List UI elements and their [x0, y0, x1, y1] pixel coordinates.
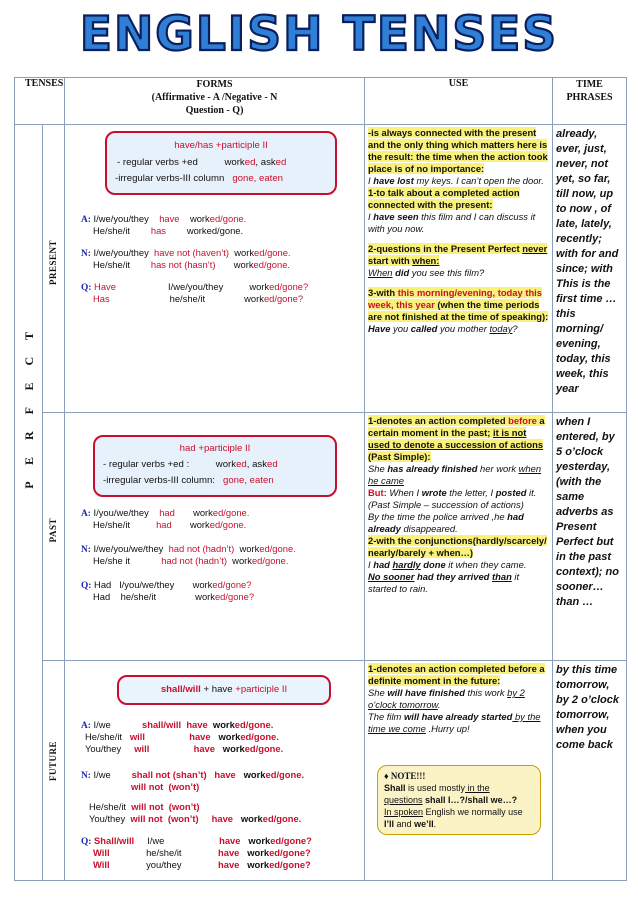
- present-q-1: Q: Have I/we/you/they worked/gone?: [81, 281, 309, 293]
- present-use-ex2: I have seen this film and I can discuss it with you now.: [368, 211, 536, 234]
- past-use: [365, 413, 553, 661]
- page-title: ENGLISH TENSES: [79, 7, 559, 62]
- page-title-banner: [0, 4, 638, 62]
- row-future-perfect: [15, 661, 627, 881]
- present-neg-2: He/she/it has not (hasn’t) worked/gone.: [93, 259, 291, 270]
- past-neg-1: N: I/we/you/we/they had not (hadn’t) worked/gone.: [81, 543, 296, 555]
- past-use-1: 1-denotes an action completed before a certain moment in the past; it is not used to denote a succession of actions (Past Simple):: [368, 415, 545, 462]
- note-line4: I’ll and we’ll.: [384, 819, 437, 829]
- present-neg-1: N: I/we/you/they have not (haven’t) worked/gone.: [81, 247, 291, 259]
- present-time-phrases: already, ever, just, never, not yet, so far, till now, up to now , of late, lately, recently; with for and since; with This is the first time … this morning/ evening, today, this week, this year: [553, 125, 627, 413]
- present-q-2: Has he/she/it worked/gone?: [93, 293, 304, 304]
- future-use-1: 1-denotes an action completed before a definite moment in the future:: [368, 663, 545, 686]
- future-aff-1: A: I/we shall/will have worked/gone.: [81, 719, 274, 731]
- past-use-but: But: When I wrote the letter, I posted it.(Past Simple – succession of actions): [368, 487, 537, 510]
- past-formula-box: [93, 435, 337, 497]
- present-use-ex4: Have you called you mother today?: [368, 323, 518, 334]
- future-q-3: Will you/they have worked/gone?: [93, 859, 311, 870]
- header-forms-title: FORMS: [196, 79, 233, 90]
- past-use-ex2: By the time the police arrived ,he had already disappeared.: [368, 511, 524, 534]
- future-use-ex1: She will have finished this work by 2 o’clock tomorrow.: [368, 687, 525, 710]
- past-irregular: -irregular verbs-III column: gone, eaten: [103, 475, 274, 486]
- future-q-2: Will he/she/it have worked/gone?: [93, 847, 311, 858]
- past-use-ex3: I had hardly done it when they came.: [368, 559, 527, 570]
- future-neg-1b: will not (won’t): [131, 781, 200, 792]
- present-use-1: -is always connected with the present and the only thing which matters here is the result: the time when the action took place is of no importance:: [368, 127, 548, 174]
- future-q-1: Q: Shall/will I/we have worked/gone?: [81, 835, 312, 847]
- header-row: [15, 78, 627, 125]
- past-neg-2: He/she it had not (hadn’t) worked/gone.: [93, 555, 289, 566]
- page-title-graphic: [0, 4, 638, 62]
- past-use-ex4: No sooner had they arrived than it started to rain.: [368, 571, 520, 594]
- header-tenses: TENSES: [15, 78, 65, 125]
- present-formula: have/has +participle II: [174, 140, 268, 151]
- header-forms: [65, 78, 365, 125]
- future-neg-1: N: I/we shall not (shan’t) have worked/gone.: [81, 769, 305, 781]
- future-formula: shall/will + have +participle II: [160, 684, 288, 695]
- past-formula: had +participle II: [179, 443, 251, 454]
- future-aff-2: He/she/it will have worked/gone.: [85, 731, 279, 742]
- future-forms: [65, 661, 365, 881]
- future-use: [365, 661, 553, 881]
- present-use: [365, 125, 553, 413]
- row-past-perfect: [15, 413, 627, 661]
- past-forms: [65, 413, 365, 661]
- note-title: ♦ NOTE!!!: [384, 771, 426, 781]
- tenses-table: [14, 77, 627, 881]
- note-line2: questions shall I…?/shall we…?: [384, 795, 518, 805]
- future-neg-3: You/they will not (won’t) have worked/gone.: [89, 813, 302, 824]
- present-use-ex1: I have lost my keys. I can’t open the door.: [368, 175, 544, 186]
- group-perfect-label: P E R F E C T: [22, 325, 36, 489]
- present-use-ex3: When did you see this film?: [368, 267, 485, 278]
- present-use-3: 2-questions in the Present Perfect never start with when:: [368, 243, 548, 266]
- present-formula-box: [105, 131, 337, 195]
- past-use-2: 2-with the conjunctions(hardly/scarcely/ nearly/barely + when…): [368, 535, 547, 558]
- past-q-2: Had he/she/it worked/gone?: [93, 591, 255, 602]
- future-time-phrases: by this time tomorrow, by 2 o’clock tomorrow, when you come back: [553, 661, 627, 881]
- future-formula-box: [117, 675, 331, 705]
- present-forms: [65, 125, 365, 413]
- present-aff-1: A: I/we/you/they have worked/gone.: [81, 213, 247, 225]
- subgroup-future: [43, 661, 65, 881]
- future-aff-3: You/they will have worked/gone.: [85, 743, 284, 754]
- past-aff-2: He/she/it had worked/gone.: [93, 519, 247, 530]
- header-time-phrases: [553, 78, 627, 125]
- header-use: USE: [365, 78, 553, 125]
- past-time-phrases: when I entered, by 5 o’clock yesterday, (with the same adverbs as Present Perfect but in the past context); no sooner…than …: [553, 413, 627, 661]
- subgroup-past: [43, 413, 65, 661]
- header-forms-subtitle2: Question - Q): [185, 105, 244, 116]
- row-present-perfect: [15, 125, 627, 413]
- past-regular: - regular verbs +ed : worked, asked: [103, 459, 278, 470]
- subgroup-past-label: PAST: [48, 518, 58, 543]
- future-note: [377, 765, 541, 835]
- future-neg-2: He/she/it will not (won’t): [89, 801, 200, 812]
- header-time-line1: TIME: [576, 79, 603, 90]
- note-line1: Shall is used mostly in the: [384, 783, 490, 793]
- subgroup-present: [43, 125, 65, 413]
- future-use-ex2: The film will have already started by the time we come .Hurry up!: [368, 711, 541, 734]
- header-time-line2: PHRASES: [566, 92, 613, 103]
- present-use-4: 3-with this morning/evening, today this week, this year (when the time periods are not finished at the time of speaking):: [368, 287, 549, 322]
- present-aff-2: He/she/it has worked/gone.: [93, 225, 244, 236]
- subgroup-future-label: FUTURE: [48, 741, 58, 782]
- subgroup-present-label: PRESENT: [48, 240, 58, 286]
- present-regular: - regular verbs +ed worked, asked: [117, 157, 287, 168]
- past-use-ex1: She has already finished her work when he came: [368, 463, 542, 486]
- present-use-2: 1-to talk about a completed action connected with the present:: [368, 187, 520, 210]
- group-perfect: [15, 125, 43, 881]
- present-irregular: -irregular verbs-III column gone, eaten: [115, 173, 283, 184]
- past-aff-1: A: I/you/we/they had worked/gone.: [81, 507, 250, 519]
- note-line3: In spoken English we normally use: [384, 807, 523, 817]
- header-forms-subtitle: (Affirmative - A /Negative - N: [151, 92, 278, 103]
- past-q-1: Q: Had I/you/we/they worked/gone?: [81, 579, 252, 591]
